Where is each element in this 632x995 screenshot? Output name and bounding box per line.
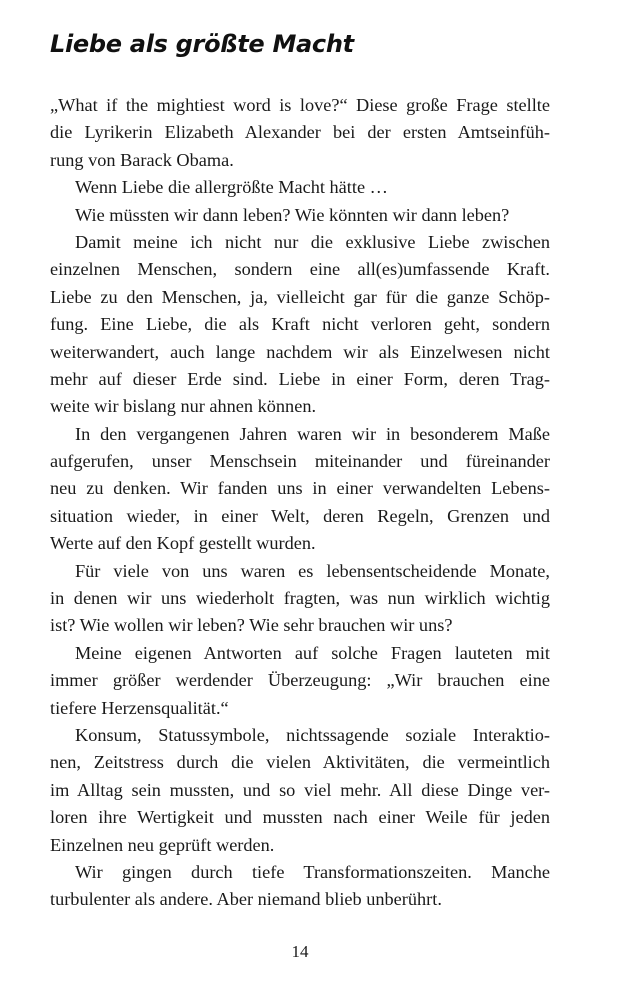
text-line: Konsum, Statussymbole, nichtssagende soziale Interaktio- xyxy=(75,724,550,745)
text-line: fung. Eine Liebe, die als Kraft nicht verloren geht, sondern xyxy=(50,314,550,335)
text-line: die Lyrikerin Elizabeth Alexander bei der ersten Amtseinfüh- xyxy=(50,122,550,143)
text-line: In den vergangenen Jahren waren wir in besonderem Maße xyxy=(75,423,550,444)
text-line: in denen wir uns wiederholt fragten, was nun wirklich wichtig xyxy=(50,588,550,609)
text-line: Meine eigenen Antworten auf solche Fragen lauteten mit xyxy=(75,642,550,663)
text-line: nen, Zeitstress durch die vielen Aktivitäten, die vermeintlich xyxy=(50,752,550,773)
text-line: ist? Wie wollen wir leben? Wie sehr brauchen wir uns? xyxy=(50,615,453,636)
text-line: loren ihre Wertigkeit und mussten nach einer Weile für jeden xyxy=(50,807,550,828)
text-line: Einzelnen neu geprüft werden. xyxy=(50,834,275,855)
text-line: Wenn Liebe die allergrößte Macht hätte … xyxy=(75,177,388,198)
text-line: einzelnen Menschen, sondern eine all(es)umfassende Kraft. xyxy=(50,259,550,280)
text-line: immer größer werdender Überzeugung: „Wir brauchen eine xyxy=(50,670,550,691)
text-line: turbulenter als andere. Aber niemand blieb unberührt. xyxy=(50,889,442,910)
text-line: rung von Barack Obama. xyxy=(50,149,234,170)
text-line: „What if the mightiest word is love?“ Diese große Frage stellte xyxy=(50,95,550,115)
text-line: weite wir bislang nur ahnen können. xyxy=(50,396,317,417)
text-line: Werte auf den Kopf gestellt wurden. xyxy=(50,533,316,554)
body-text xyxy=(50,92,550,914)
page-number: 14 xyxy=(291,942,309,961)
text-line: weiterwandert, auch lange nachdem wir als Einzelwesen nicht xyxy=(50,341,550,362)
text-line: im Alltag sein mussten, und so viel mehr. All diese Dinge ver- xyxy=(50,779,550,800)
chapter-title: Liebe als größte Macht xyxy=(50,30,354,58)
text-line: neu zu denken. Wir fanden uns in einer verwandelten Lebens- xyxy=(50,478,550,499)
text-line: aufgerufen, unser Menschsein miteinander und füreinander xyxy=(50,451,550,472)
text-line: tiefere Herzensqualität.“ xyxy=(50,697,229,718)
text-line: mehr auf dieser Erde sind. Liebe in einer Form, deren Trag- xyxy=(50,368,550,389)
text-line: Wir gingen durch tiefe Transformationszeiten. Manche xyxy=(75,861,550,882)
text-line: Wie müssten wir dann leben? Wie könnten wir dann leben? xyxy=(75,204,510,225)
text-line: Liebe zu den Menschen, ja, vielleicht gar für die ganze Schöp- xyxy=(50,286,550,307)
text-line: situation wieder, in einer Welt, deren Regeln, Grenzen und xyxy=(50,505,550,526)
text-line: Damit meine ich nicht nur die exklusive Liebe zwischen xyxy=(75,231,550,252)
text-line: Für viele von uns waren es lebensentscheidende Monate, xyxy=(75,560,550,581)
